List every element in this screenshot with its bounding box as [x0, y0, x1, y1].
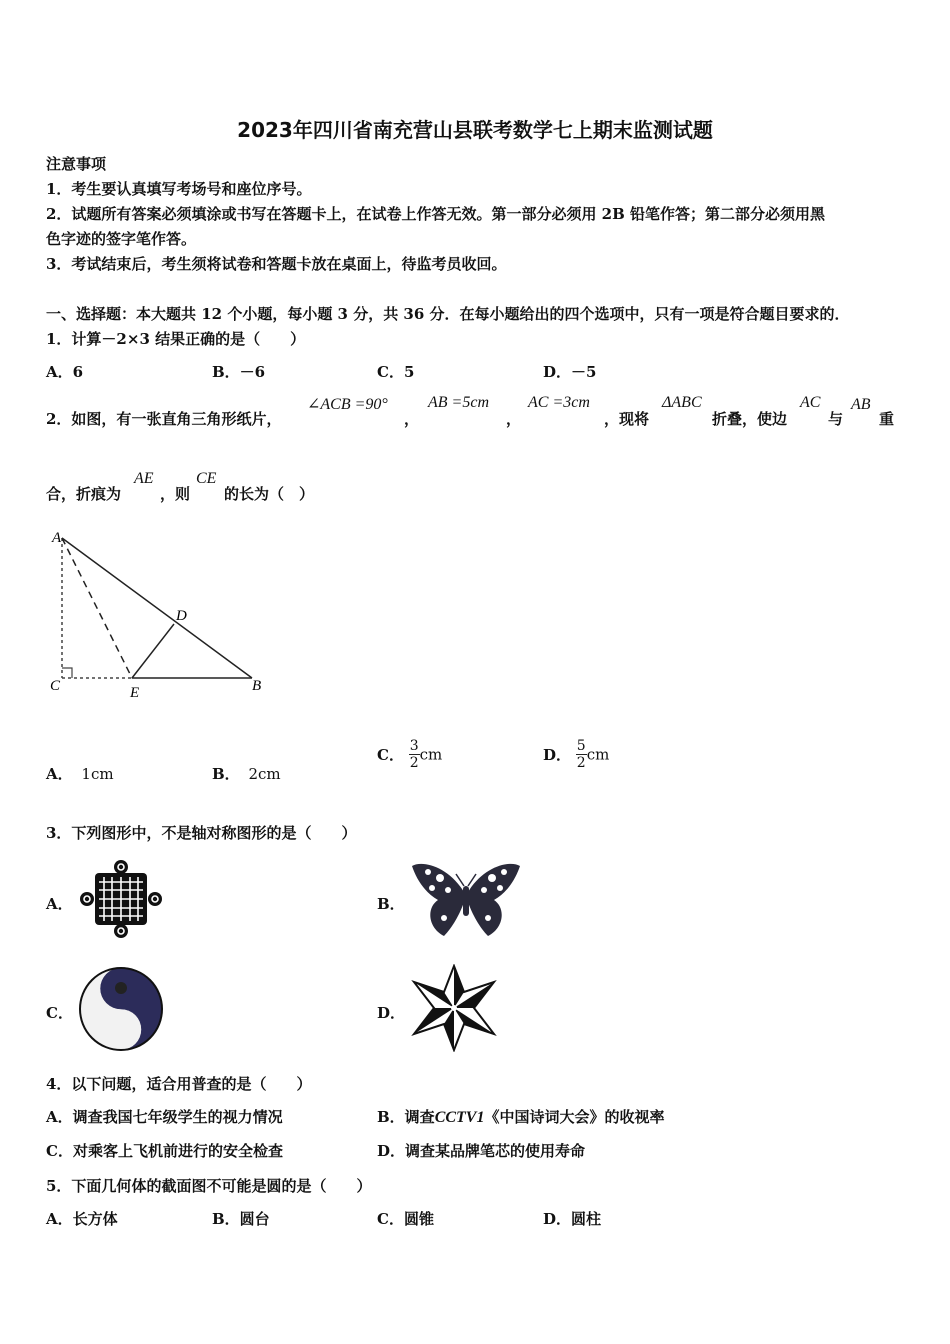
q2-option-d-label: D． [543, 746, 572, 764]
q4-option-c: C．对乘客上飞机前进行的安全检查 [46, 1142, 283, 1160]
chinese-knot-image [78, 858, 164, 940]
label-b: B [252, 678, 262, 694]
q1-option-a: A．6 [46, 363, 84, 381]
notice-item-2-cont: 色字迹的签字笔作答。 [46, 230, 197, 248]
q4-option-d: D．调查某品牌笔芯的使用寿命 [377, 1142, 586, 1160]
q2-stem-part4: 与 [828, 410, 844, 428]
yin-yang-image [78, 966, 164, 1052]
q2-option-a-label: A． [46, 765, 73, 783]
q4-stem: 4．以下问题，适合用普查的是（ ） [46, 1075, 312, 1093]
q5-option-a: A．长方体 [46, 1210, 118, 1228]
q3-stem: 3．下列图形中，不是轴对称图形的是（ ） [46, 824, 357, 842]
q2-option-d-denominator: 2 [576, 755, 586, 771]
q1-option-d: D．－5 [543, 363, 597, 381]
q2-stem-part3: 折叠，使边 [712, 410, 788, 428]
q5-option-d: D．圆柱 [543, 1210, 602, 1228]
q2-option-a-value: 1cm [81, 765, 114, 783]
q2-option-c-label: C． [377, 746, 404, 764]
q2-comma-1: ， [404, 410, 420, 428]
q5-option-c: C．圆锥 [377, 1210, 434, 1228]
q3-option-a-label: A． [46, 895, 73, 913]
page-title: 2023年四川省南充营山县联考数学七上期末监测试题 [237, 118, 713, 142]
star-pattern-image [410, 964, 498, 1052]
right-angle-mark [62, 668, 72, 678]
q2-stem-part1: 2．如图，有一张直角三角形纸片， [46, 410, 282, 428]
q2-math-angle: ∠ACB =90° [307, 396, 388, 413]
q2-triangle-figure [40, 520, 280, 705]
q2-stem-part5: 重 [879, 410, 895, 428]
q2-stem-line2b: ，则 [160, 485, 191, 503]
fold-ae [62, 538, 132, 678]
q3-option-b-label: B． [377, 895, 405, 913]
q2-option-a [46, 763, 114, 784]
side-ab [62, 538, 252, 678]
notice-item-3: 3．考试结束后，考生须将试卷和答题卡放在桌面上，待监考员收回。 [46, 255, 507, 273]
q4-option-a: A．调查我国七年级学生的视力情况 [46, 1108, 283, 1126]
q2-option-c-numerator: 3 [409, 738, 419, 754]
q4-option-b-italic: CCTV1 [434, 1109, 485, 1126]
q3-option-d-label: D． [377, 1004, 406, 1022]
q2-stem-line2a: 合，折痕为 [46, 485, 122, 503]
q2-math-ac: AC =3cm [528, 394, 590, 411]
q2-math-side-ac: AC [800, 394, 821, 411]
q4-option-b [377, 1106, 665, 1127]
q2-option-b [212, 763, 281, 784]
q2-option-d-fraction [576, 738, 587, 771]
notice-item-2: 2．试题所有答案必须填涂或书写在答题卡上，在试卷上作答无效。第一部分必须用 2B 铅笔作答；第二部分必须用黑 [46, 205, 826, 223]
q2-math-ce: CE [196, 470, 217, 487]
label-a: A [52, 530, 62, 546]
q2-option-c-fraction [409, 738, 420, 771]
butterfly-image [408, 858, 524, 942]
q1-option-b: B．－6 [212, 363, 266, 381]
q1-option-c: C．5 [377, 363, 415, 381]
q5-stem: 5．下面几何体的截面图不可能是圆的是（ ） [46, 1177, 372, 1195]
q4-option-b-prefix: B．调查 [377, 1108, 435, 1126]
q2-option-d-unit: cm [586, 745, 610, 764]
q2-comma-2: ， [506, 410, 522, 428]
q2-stem-line2c: 的长为（ ） [224, 485, 315, 503]
q2-option-b-value: 2cm [248, 765, 281, 783]
q2-option-c-unit: cm [419, 745, 443, 764]
notice-item-1: 1．考生要认真填写考场号和座位序号。 [46, 180, 312, 198]
q2-stem-part2: ，现将 [604, 410, 650, 428]
q5-option-b: B．圆台 [212, 1210, 270, 1228]
q2-math-triangle: ΔABC [662, 394, 702, 411]
q4-option-b-suffix: 《中国诗词大会》的收视率 [484, 1108, 665, 1126]
q2-math-ae: AE [134, 470, 154, 487]
section-heading: 一、选择题：本大题共 12 个小题，每小题 3 分，共 36 分．在每小题给出的四个选项中，只有一项是符合题目要求的． [46, 305, 850, 323]
label-d: D [176, 608, 187, 624]
label-e: E [130, 685, 140, 701]
q2-math-side-ab: AB [851, 396, 871, 413]
q2-option-c-denominator: 2 [409, 755, 419, 771]
notice-heading: 注意事项 [46, 155, 107, 173]
q3-option-c-label: C． [46, 1004, 73, 1022]
q2-option-d [543, 738, 609, 771]
label-c: C [50, 678, 61, 694]
q2-math-ab: AB =5cm [428, 394, 489, 411]
q2-option-b-label: B． [212, 765, 240, 783]
q2-option-d-numerator: 5 [576, 738, 586, 754]
q2-option-c [377, 738, 442, 771]
segment-de [132, 624, 174, 678]
q1-stem: 1．计算－2×3 结果正确的是（ ） [46, 330, 306, 348]
